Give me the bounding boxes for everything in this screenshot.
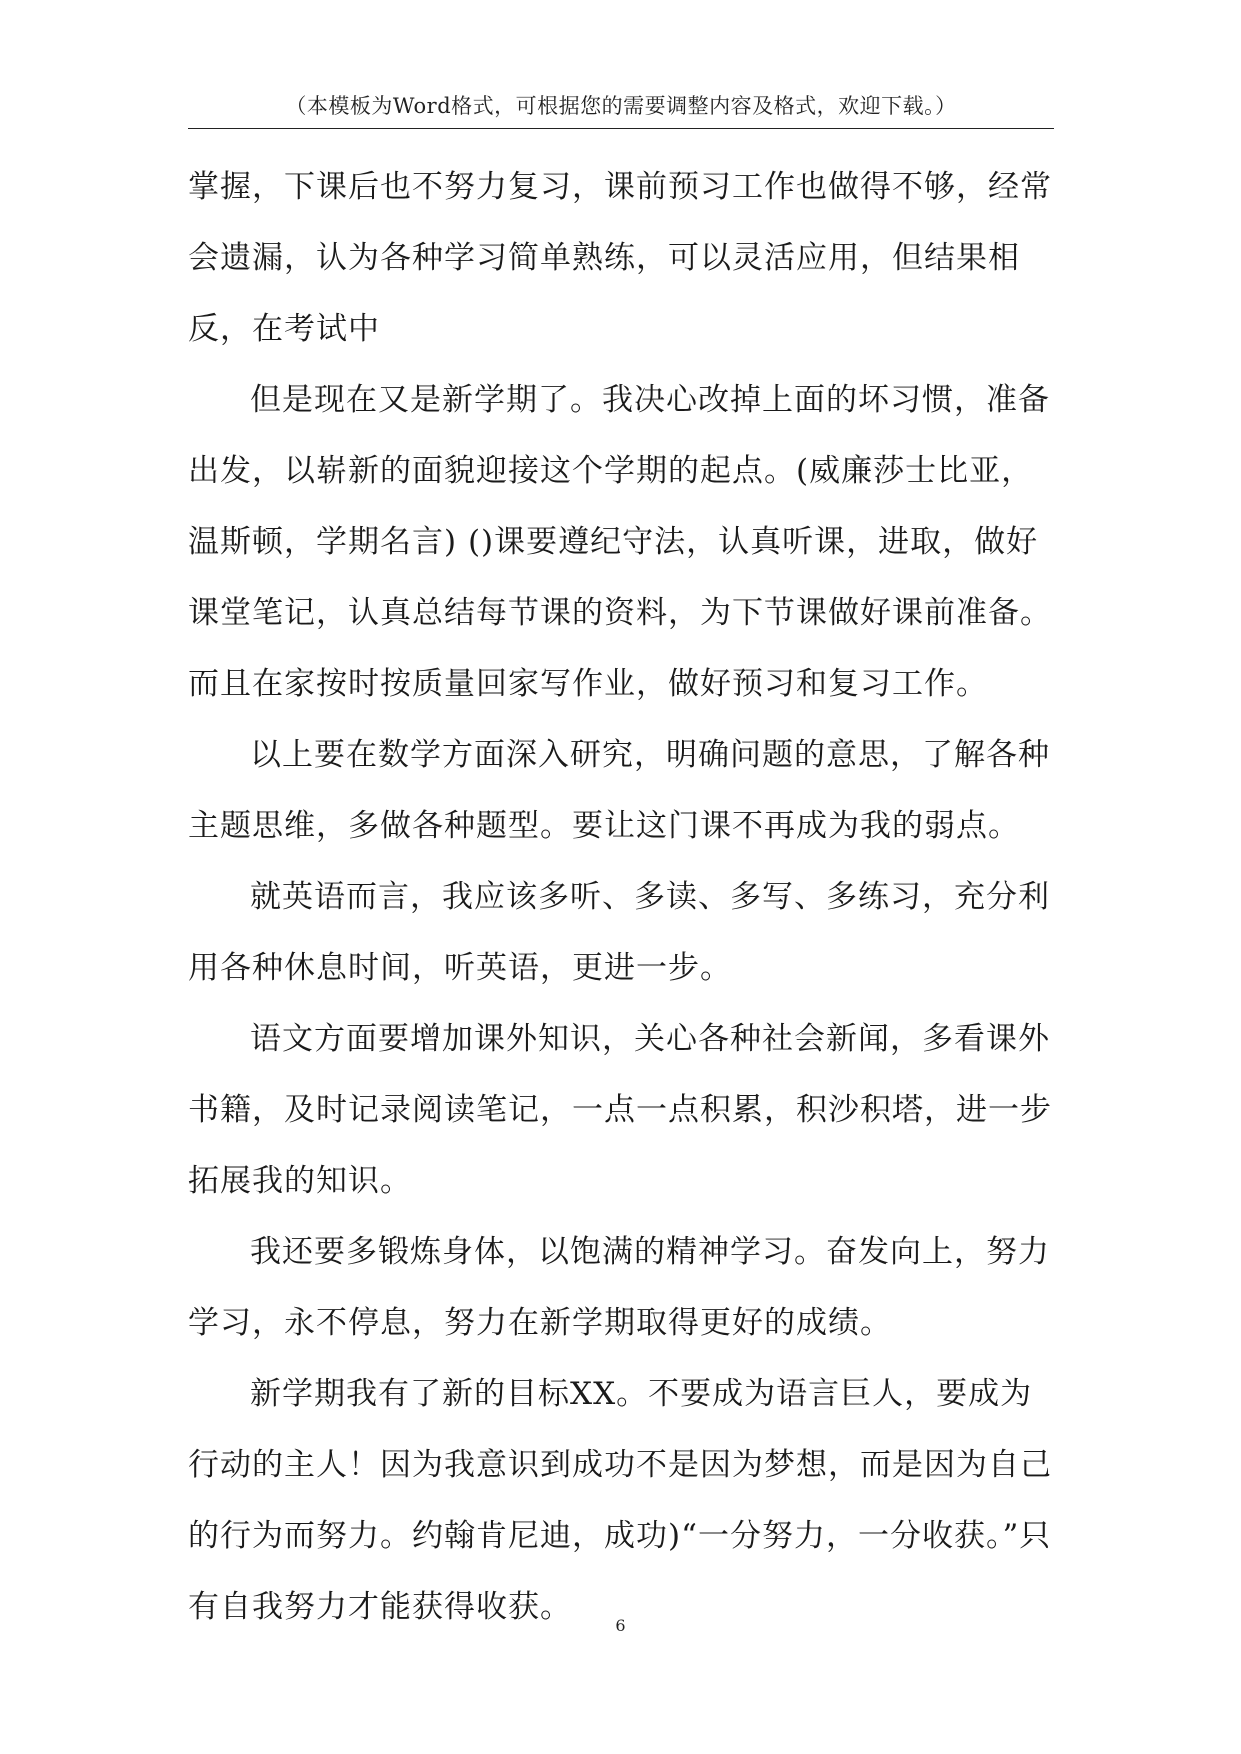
paragraph-english: 就英语而言，我应该多听、多读、多写、多练习，充分利用各种休息时间，听英语，更进一步。	[188, 879, 1050, 986]
paragraph-chinese: 语文方面要增加课外知识，关心各种社会新闻，多看课外书籍，及时记录阅读笔记，一点一点积累，积沙积塔，进一步拓展我的知识。	[188, 1021, 1052, 1199]
paragraph-continuation: 掌握，下课后也不努力复习，课前预习工作也做得不够，经常会遗漏，认为各种学习简单熟练，可以灵活应用，但结果相反，在考试中	[188, 169, 1052, 347]
paragraph-exercise: 我还要多锻炼身体，以饱满的精神学习。奋发向上，努力学习，永不停息，努力在新学期取得更好的成绩。	[188, 1234, 1050, 1341]
paragraph-math: 以上要在数学方面深入研究，明确问题的意思，了解各种主题思维，多做各种题型。要让这门课不再成为我的弱点。	[188, 737, 1050, 844]
page-header: （本模板为Word格式，可根据您的需要调整内容及格式，欢迎下载。）	[285, 94, 957, 118]
paragraph-new-goal: 新学期我有了新的目标XX。不要成为语言巨人，要成为行动的主人！因为我意识到成功不是因为梦想，而是因为自己的行为而努力。约翰肯尼迪，成功)“一分努力，一分收获。”只有自我努力才能获得收获。	[188, 1376, 1052, 1625]
header-divider	[188, 128, 1054, 129]
document-body	[188, 152, 1054, 1643]
page-number: 6	[615, 1616, 626, 1635]
paragraph-new-term-resolution: 但是现在又是新学期了。我决心改掉上面的坏习惯，准备出发，以崭新的面貌迎接这个学期的起点。(威廉莎士比亚，温斯顿，学期名言) ()课要遵纪守法，认真听课，进取，做好课堂笔记，认真总结每节课的资料，为下节课做好课前准备。而且在家按时按质量回家写作业，做好预习和复习工作。	[188, 382, 1052, 702]
